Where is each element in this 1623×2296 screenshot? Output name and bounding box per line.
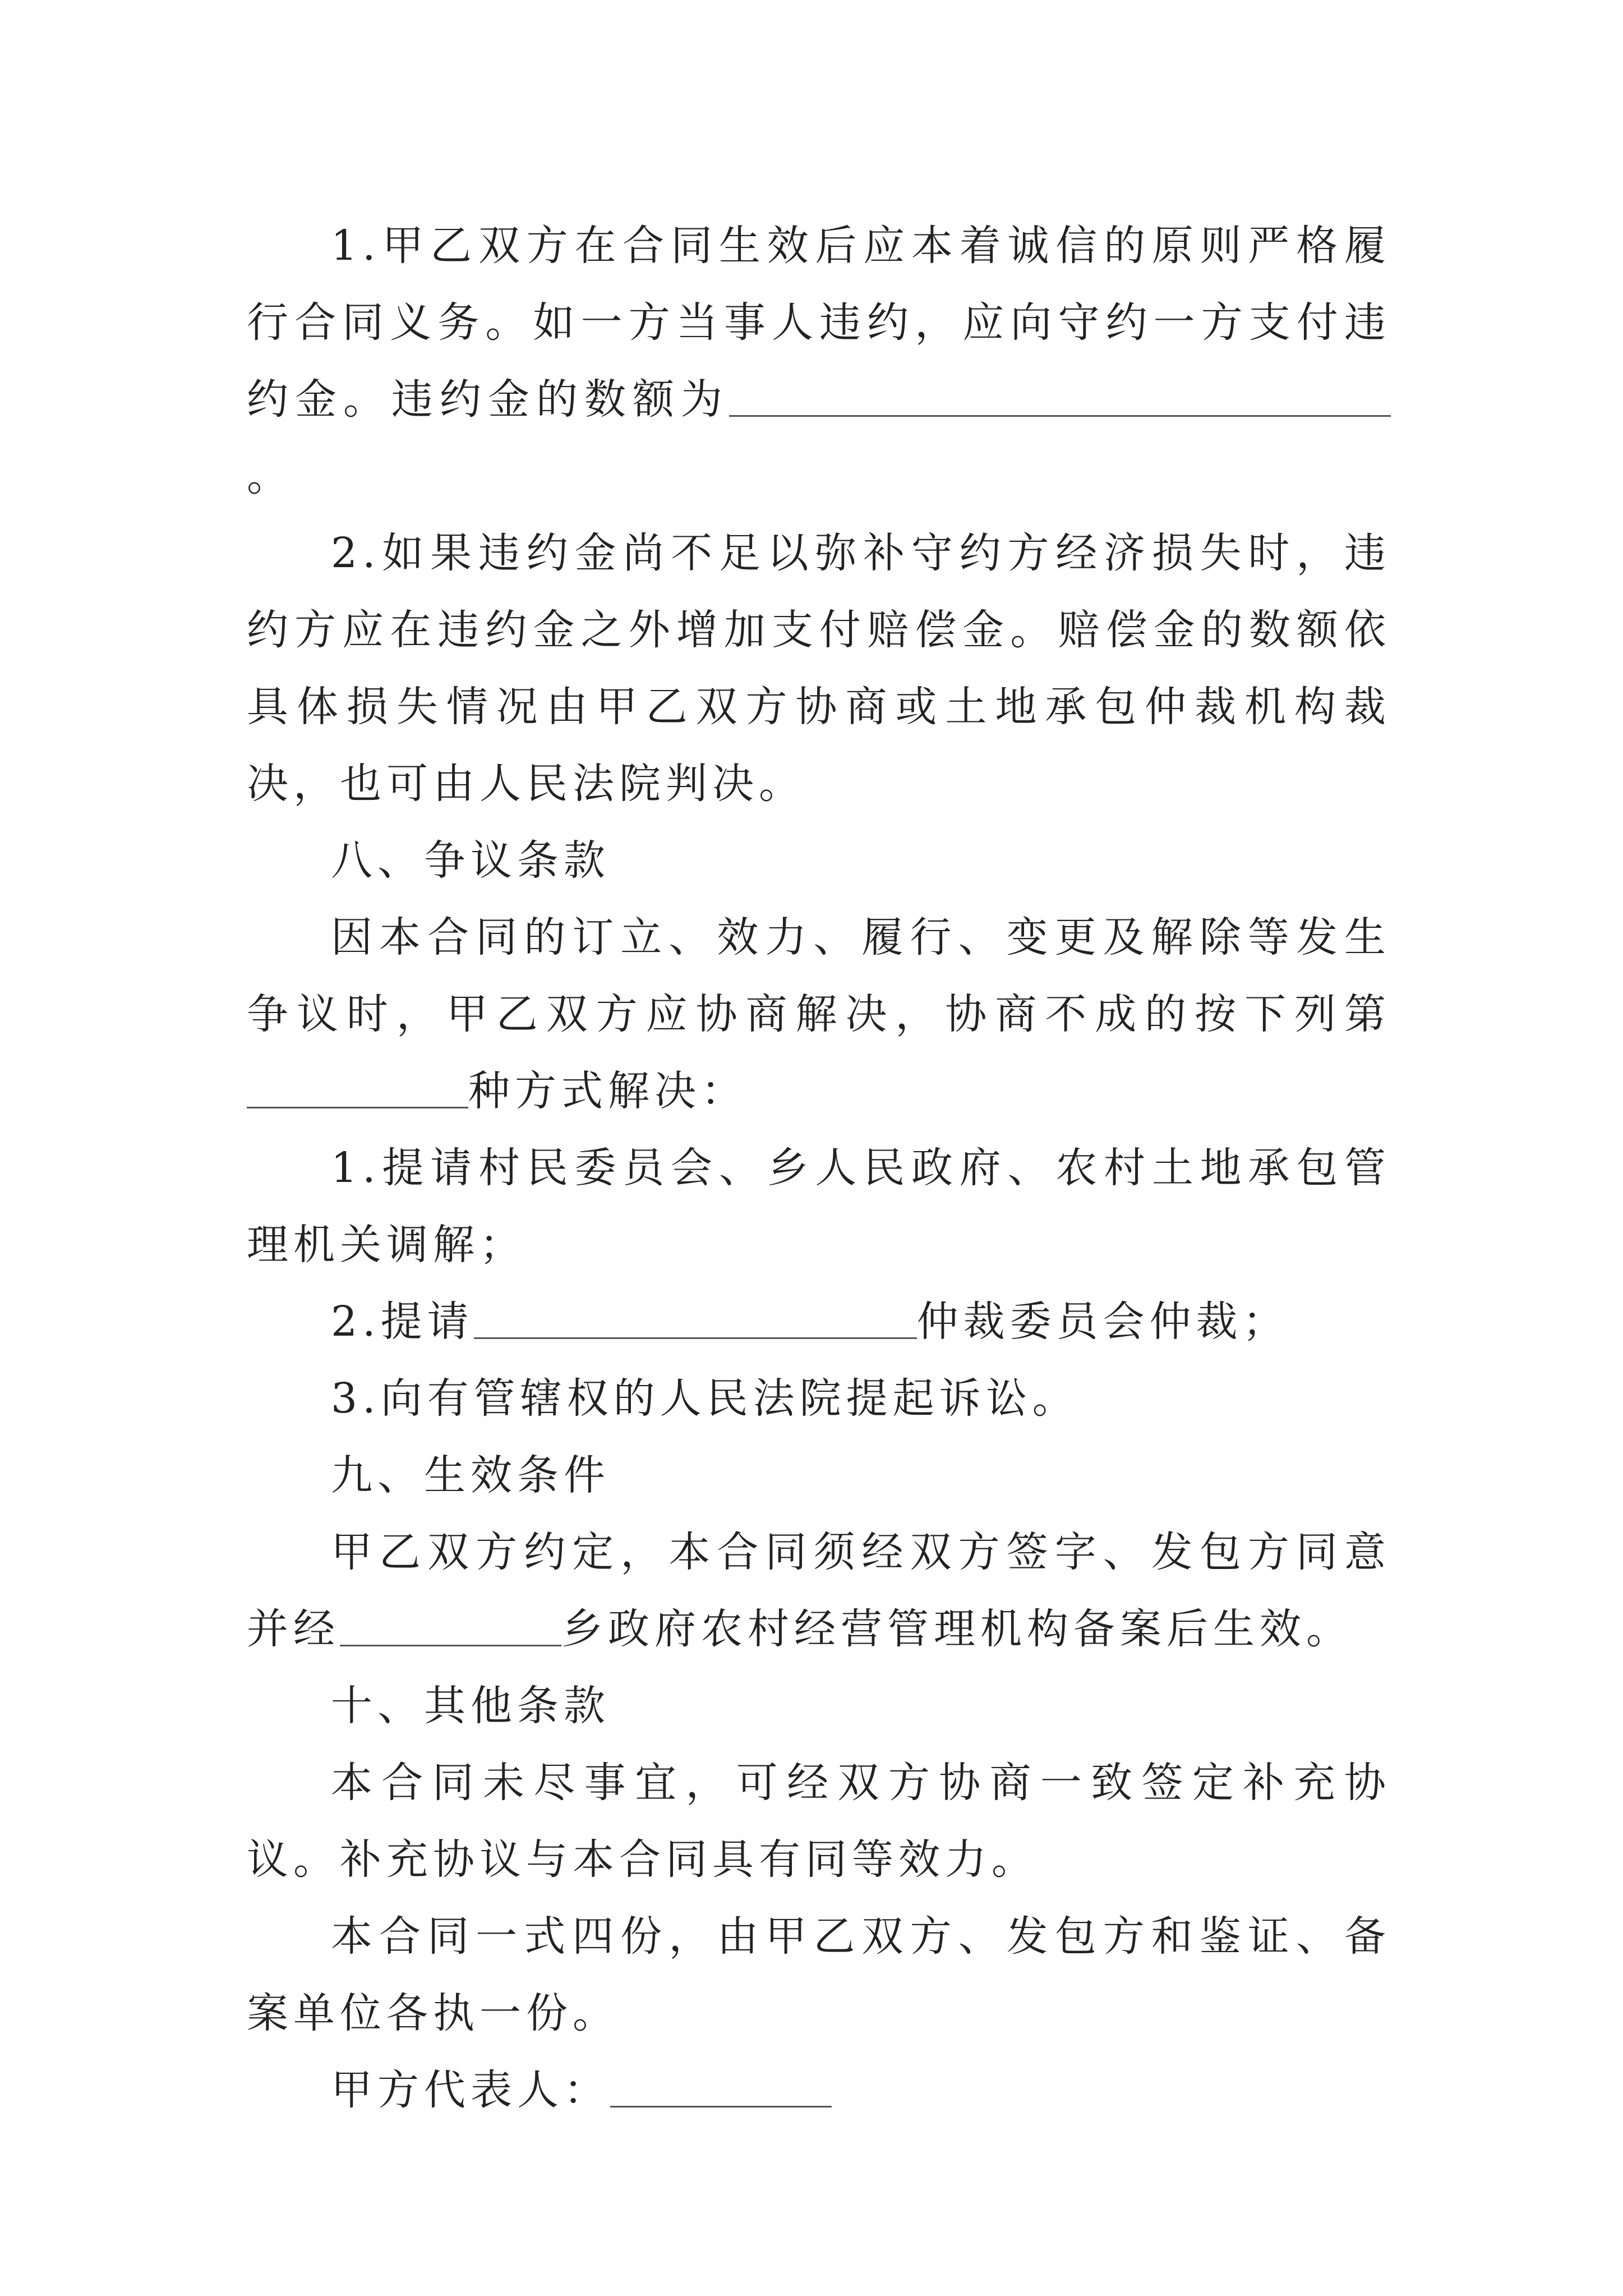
section-heading-other (247, 1668, 1391, 1745)
heading-text: 九、生效条件 (331, 1451, 610, 1499)
paragraph-compensation (247, 515, 1391, 822)
document-body (247, 208, 1391, 2129)
paragraph-text: 本合同一式四份，由甲乙双方、发包方和鉴证、备案单位各执一份。 (247, 1912, 1391, 2037)
section-heading-effect (247, 1437, 1391, 1514)
paragraph-litigation (247, 1360, 1391, 1437)
paragraph-text: 种方式解决： (468, 1067, 748, 1115)
heading-text: 八、争议条款 (331, 836, 610, 885)
paragraph-copies (247, 1898, 1391, 2052)
paragraph-effect (247, 1514, 1391, 1668)
paragraph-text: 乡政府农村经营管理机构备案后生效。 (561, 1605, 1353, 1653)
paragraph-text: 1.甲乙双方在合同生效后应本着诚信的原则严格履行合同义务。如一方当事人违约，应向守约一方支付违约金。违约金的数额为 (247, 222, 1391, 424)
paragraph-text: 2.如果违约金尚不足以弥补守约方经济损失时，违约方应在违约金之外增加支付赔偿金。赔偿金的数额依具体损失情况由甲乙双方协商或土地承包仲裁机构裁决，也可由人民法院判决。 (247, 529, 1391, 808)
paragraph-text: 2.提请 (331, 1297, 474, 1346)
paragraph-text: 。 (247, 452, 293, 500)
signature-label: 甲方代表人： (331, 2066, 610, 2114)
paragraph-text: 1.提请村民委员会、乡人民政府、农村土地承包管理机关调解； (247, 1144, 1391, 1269)
paragraph-text: 本合同未尽事宜，可经双方协商一致签定补充协议。补充协议与本合同具有同等效力。 (247, 1759, 1391, 1884)
heading-text: 十、其他条款 (331, 1682, 610, 1730)
penalty-amount-blank[interactable] (729, 370, 1391, 417)
party-a-representative-blank[interactable] (610, 2061, 832, 2108)
paragraph-mediation (247, 1130, 1391, 1283)
paragraph-penalty (247, 208, 1391, 515)
dispute-method-blank[interactable] (247, 1062, 468, 1108)
paragraph-text: 因本合同的订立、效力、履行、变更及解除等发生争议时，甲乙双方应协商解决，协商不成的按下列第 (247, 913, 1391, 1038)
paragraph-supplement (247, 1745, 1391, 1898)
section-heading-dispute (247, 822, 1391, 899)
paragraph-dispute (247, 899, 1391, 1130)
paragraph-text: 甲乙双方约定，本合同须经双方签字、发包方同意并经 (247, 1528, 1391, 1653)
paragraph-text: 3.向有管辖权的人民法院提起诉讼。 (331, 1374, 1079, 1423)
signature-line (247, 2052, 1391, 2129)
paragraph-arbitration (247, 1283, 1391, 1360)
township-blank[interactable] (340, 1600, 561, 1646)
paragraph-text: 仲裁委员会仲裁； (916, 1297, 1289, 1346)
arbitration-committee-blank[interactable] (474, 1292, 917, 1339)
